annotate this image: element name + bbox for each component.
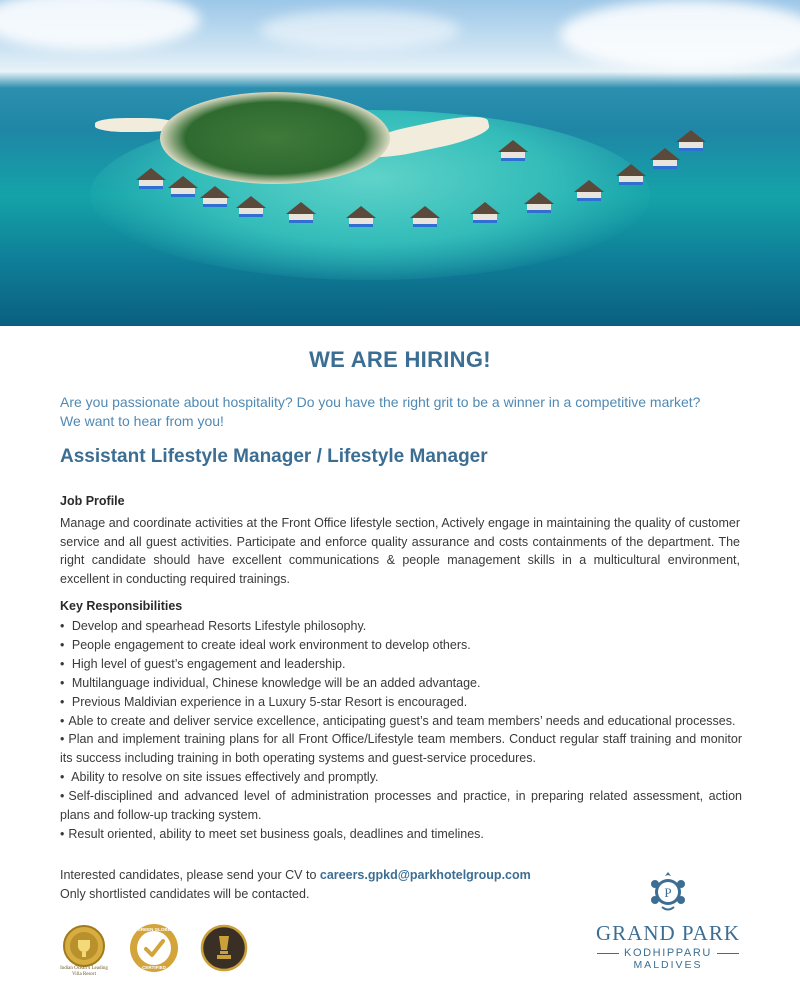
list-item: • Plan and implement training plans for all Front Office/Lifestyle team members. Conduct regular staff training and monitor its success including training in both operating systems and guest-service procedures. xyxy=(60,732,742,766)
bullet-icon: • xyxy=(60,770,65,785)
intro-text xyxy=(60,393,750,431)
divider xyxy=(597,953,619,954)
trophy-badge xyxy=(198,922,250,974)
job-profile-text: Manage and coordinate activities at the Front Office lifestyle section, Actively engage in maintaining the quality of customer service and all guest activities. Participate and enforce quality assurance and costs containments of the department. The right candidate should have excellent communications & people management skills in a multicultural environment, excellent in conducting required trainings. xyxy=(60,516,740,586)
responsibilities-heading: Key Responsibilities xyxy=(60,599,183,613)
intro-line: Are you passionate about hospitality? Do you have the right grit to be a winner in a competitive market? xyxy=(60,394,701,410)
intro-line: We want to hear from you! xyxy=(60,413,224,429)
green-globe-badge xyxy=(128,922,180,974)
villa xyxy=(410,206,440,232)
page-title: WE ARE HIRING! xyxy=(309,347,491,372)
villa xyxy=(286,202,316,228)
position-title: Assistant Lifestyle Manager / Lifestyle Manager xyxy=(60,446,488,467)
cloud xyxy=(0,0,200,50)
villa xyxy=(676,130,706,156)
brand-location: KODHIPPARU xyxy=(624,947,712,959)
bullet-icon: • xyxy=(60,713,65,728)
bullet-icon: • xyxy=(60,732,65,747)
list-item: • Result oriented, ability to meet set business goals, deadlines and timelines. xyxy=(60,826,484,841)
villa xyxy=(168,176,198,202)
green-globe-bottom-text: CERTIFIED xyxy=(142,965,166,970)
bullet-icon: • xyxy=(60,656,65,671)
bullet-icon: • xyxy=(60,637,65,652)
grand-park-logo xyxy=(592,870,744,971)
brand-location-row xyxy=(592,947,744,959)
list-item: • Self-disciplined and advanced level of administration processes and practice, in preparing related assessment, action plans and follow-up tracking system. xyxy=(60,789,742,823)
contact-note: Only shortlisted candidates will be contacted. xyxy=(60,887,310,901)
villa xyxy=(346,206,376,232)
brand-name: GRAND PARK xyxy=(595,921,740,945)
list-item: • Develop and spearhead Resorts Lifestyle philosophy. xyxy=(60,619,367,633)
bullet-icon: • xyxy=(60,675,65,690)
villa xyxy=(200,186,230,212)
list-item: • People engagement to create ideal work environment to develop others. xyxy=(60,637,471,652)
cloud xyxy=(560,0,800,70)
hero-image xyxy=(0,0,800,326)
green-globe-top-text: GREEN GLOBE xyxy=(137,927,171,932)
cloud xyxy=(260,10,460,50)
award-caption: Indian Ocean’s Leading Villa Resort xyxy=(60,966,108,977)
list-item: • High level of guest’s engagement and leadership. xyxy=(60,656,346,671)
brand-country: MALDIVES xyxy=(633,959,703,971)
villa xyxy=(498,140,528,166)
bullet-icon: • xyxy=(60,694,65,709)
bullet-icon: • xyxy=(60,619,65,633)
villa xyxy=(524,192,554,218)
list-item: • Previous Maldivian experience in a Luxury 5-star Resort is encouraged. xyxy=(60,694,468,709)
email-link[interactable]: careers.gpkd@parkhotelgroup.com xyxy=(319,868,531,882)
contact-line: Interested candidates, please send your CV to careers.gpkd@parkhotelgroup.com xyxy=(60,868,531,882)
crest-icon xyxy=(649,870,687,914)
bullet-icon: • xyxy=(60,789,65,804)
bullet-icon: • xyxy=(60,826,65,841)
divider xyxy=(717,953,739,954)
list-item: • Able to create and deliver service excellence, anticipating guest’s and team members’ needs and educational processes. xyxy=(60,713,736,728)
island xyxy=(160,92,390,184)
list-item: • Multilanguage individual, Chinese knowledge will be an added advantage. xyxy=(60,675,481,690)
crest-letter: P xyxy=(664,885,672,900)
villa xyxy=(574,180,604,206)
responsibilities-list xyxy=(60,617,742,844)
job-profile-heading: Job Profile xyxy=(60,494,125,508)
villa xyxy=(136,168,166,194)
villa xyxy=(470,202,500,228)
villa xyxy=(616,164,646,190)
contact-block xyxy=(60,866,531,904)
list-item: • Ability to resolve on site issues effectively and promptly. xyxy=(60,770,379,785)
villa xyxy=(236,196,266,222)
